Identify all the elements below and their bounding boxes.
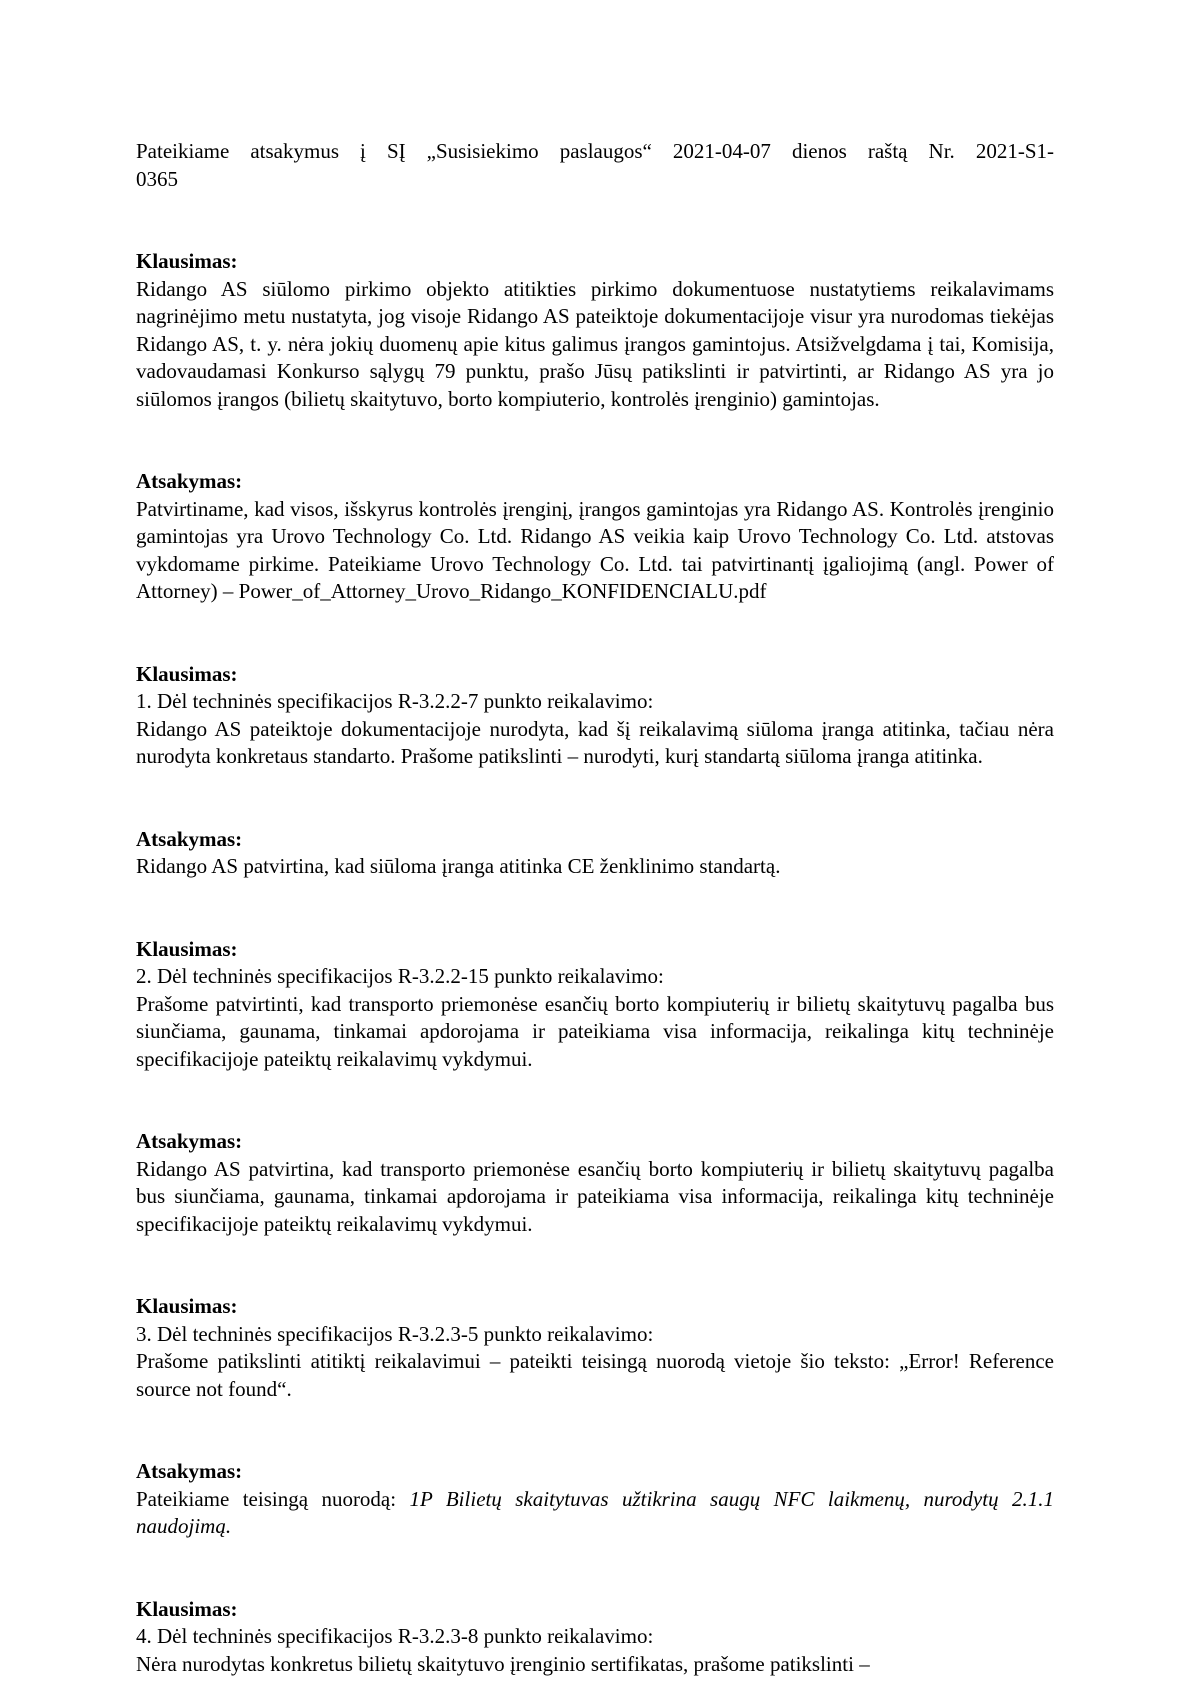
question-label: Klausimas: xyxy=(136,661,238,686)
answer-body: Ridango AS patvirtina, kad siūloma įranga atitinka CE ženklinimo standartą. xyxy=(136,854,781,878)
question-body: Ridango AS pateiktoje dokumentacijoje nurodyta, kad šį reikalavimą siūloma įranga atitinka, tačiau nėra nurodyta konkretaus standarto. Prašome patikslinti – nurodyti, kurį standartą siūloma įranga atitinka. xyxy=(136,716,1054,768)
question-body: Prašome patikslinti atitiktį reikalavimui – pateikti teisingą nuorodą vietoje šio teksto: „Error! Reference source not found“. xyxy=(136,1349,1054,1401)
qa-block-2 xyxy=(136,936,1054,1239)
question-subtitle: 3. Dėl techninės specifikacijos R-3.2.3-5 punkto reikalavimo: xyxy=(136,1321,654,1346)
answer-label: Atsakymas: xyxy=(136,1129,243,1153)
question-subtitle: 4. Dėl techninės specifikacijos R-3.2.3-8 punkto reikalavimo: xyxy=(136,1624,654,1648)
question-label: Klausimas: xyxy=(136,936,238,961)
question-body: Ridango AS siūlomo pirkimo objekto atitikties pirkimo dokumentuose nustatytiems reikalavimams nagrinėjimo metu nustatyta, jog visoje Ridango AS pateiktoje dokumentacijoje visur yra nurodomas tiekėjas Ridango AS, t. y. nėra jokių duomenų apie kitus galimus įrangos gamintojus. Atsižvelgdama į tai, Komisija, vadovaudamasi Konkurso sąlygų 79 punktu, prašo Jūsų patikslinti ir patvirtinti, ar Ridango AS yra jo siūlomos įrangos (bilietų skaitytuvo, borto kompiuterio, kontrolės įrenginio) gamintojas. xyxy=(136,276,1054,411)
question-label: Klausimas: xyxy=(136,1294,238,1318)
question-label: Klausimas: xyxy=(136,249,238,273)
qa-block-4 xyxy=(136,1596,1054,1679)
question-subtitle: 1. Dėl techninės specifikacijos R-3.2.2-7 punkto reikalavimo: xyxy=(136,689,654,713)
question-body: Nėra nurodytas konkretus bilietų skaitytuvo įrenginio sertifikatas, prašome patikslinti – xyxy=(136,1651,870,1676)
intro-line-1: Pateikiame atsakymus į SĮ „Susisiekimo paslaugos“ 2021-04-07 dienos raštą Nr. 2021-S1- xyxy=(136,139,1054,163)
intro-line-2: 0365 xyxy=(136,166,178,191)
answer-body: Ridango AS patvirtina, kad transporto priemonėse esančių borto kompiuterių ir bilietų skaitytuvų pagalba bus siunčiama, gaunama, tinkamai apdorojama ir pateikiama visa informacija, reikalinga kitų techninėje specifikacijoje pateiktų reikalavimų vykdymui. xyxy=(136,1156,1054,1236)
answer-body xyxy=(136,1486,1054,1541)
document-content xyxy=(136,138,1054,1678)
question-label: Klausimas: xyxy=(136,1596,238,1621)
answer-label: Atsakymas: xyxy=(136,826,243,851)
answer-body-citation: 1P Bilietų skaitytuvas užtikrina saugų NFC laikmenų, nurodytų 2.1.1 naudojimą. xyxy=(136,1486,1054,1538)
question-subtitle: 2. Dėl techninės specifikacijos R-3.2.2-15 punkto reikalavimo: xyxy=(136,964,664,988)
answer-body-prefix: Pateikiame teisingą nuorodą: xyxy=(136,1486,410,1511)
qa-block-3 xyxy=(136,1293,1054,1541)
question-body: Prašome patvirtinti, kad transporto priemonėse esančių borto kompiuterių ir bilietų skaitytuvų pagalba bus siunčiama, gaunama, tinkamai apdorojama ir pateikiama visa informacija, reikalinga kitų techninėje specifikacijoje pateiktų reikalavimų vykdymui. xyxy=(136,991,1054,1071)
answer-label: Atsakymas: xyxy=(136,1459,243,1483)
answer-body: Patvirtiname, kad visos, išskyrus kontrolės įrenginį, įrangos gamintojas yra Ridango AS. Kontrolės įrenginio gamintojas yra Urovo Technology Co. Ltd. Ridango AS veikia kaip Urovo Technology Co. Ltd. atstovas vykdomame pirkime. Pateikiame Urovo Technology Co. Ltd. tai patvirtinantį įgaliojimą (angl. Power of Attorney) – Power_of_Attorney_Urovo_Ridango_KONFIDENCIALU.pdf xyxy=(136,496,1054,603)
qa-block-1 xyxy=(136,661,1054,881)
qa-block-0 xyxy=(136,248,1054,606)
answer-label: Atsakymas: xyxy=(136,469,243,493)
